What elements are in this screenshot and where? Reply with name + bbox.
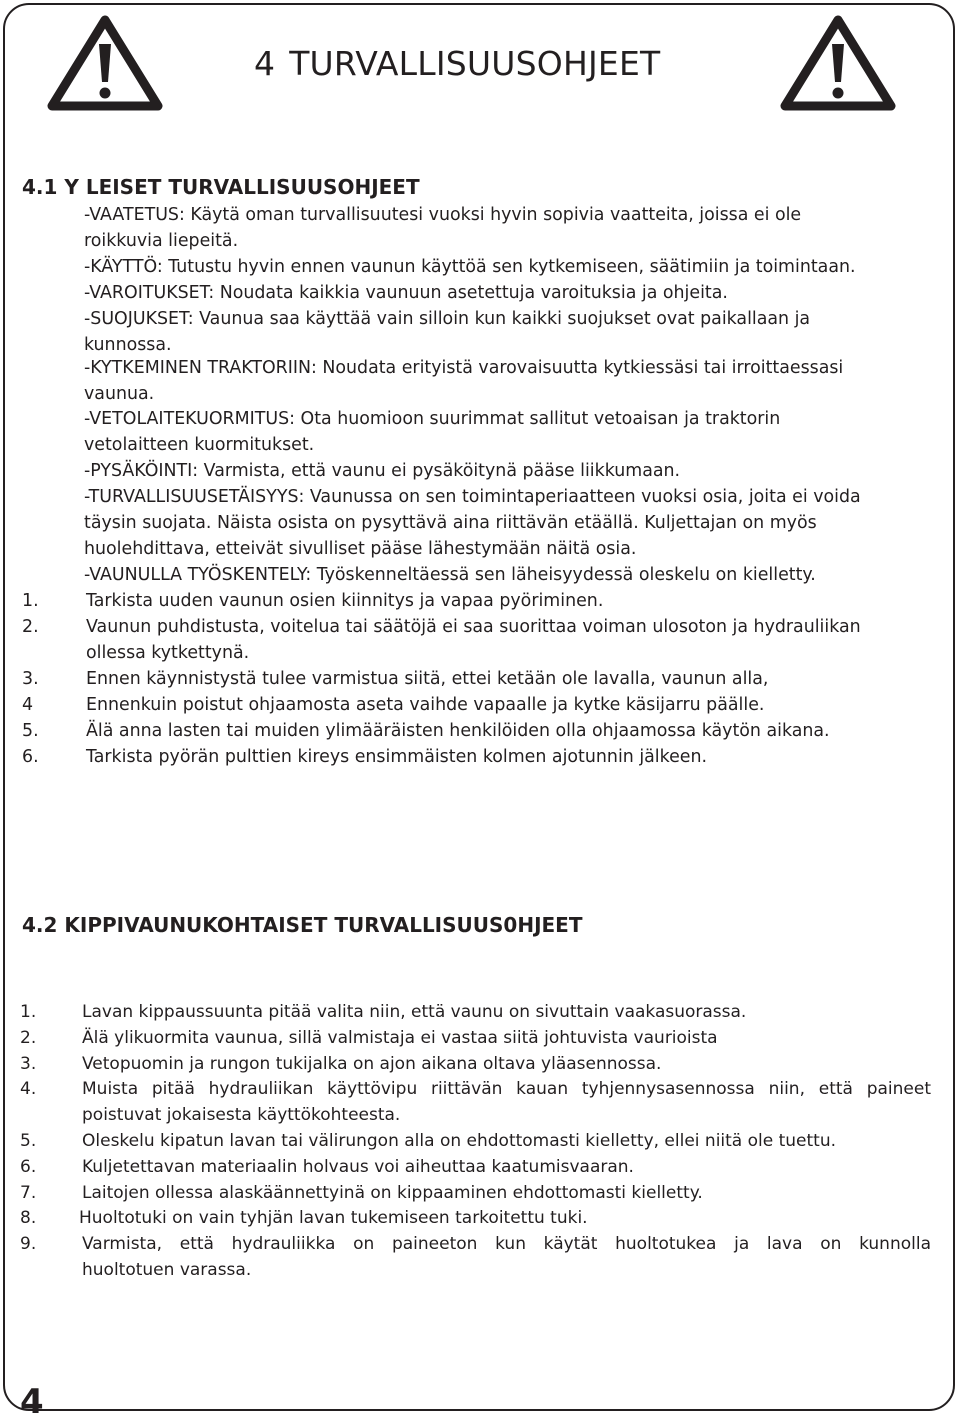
page-title-text: TURVALLISUUSOHJEET [289, 44, 661, 83]
section-1-line: -PYSÄKÖINTI: Varmista, että vaunu ei pysäköitynä pääse liikkumaan. [84, 461, 681, 481]
list-item-number: 2. [22, 617, 39, 637]
list-item-number: 8. [20, 1208, 37, 1229]
section-1-line: -VETOLAITEKUORMITUS: Ota huomioon suurimmat sallitut vetoaisan ja traktorin [84, 409, 781, 429]
section-1-line: vaunua. [84, 384, 155, 404]
list-item-number: 4. [20, 1079, 37, 1100]
warning-triangle-icon [779, 14, 897, 112]
list-item-number: 6. [22, 747, 39, 767]
section-1-line: -TURVALLISUUSETÄISYYS: Vaunussa on sen toimintaperiaatteen vuoksi osia, joita ei voida [84, 487, 861, 507]
section-1-line: -VAROITUKSET: Noudata kaikkia vaunuun asetettuja varoituksia ja ohjeita. [84, 283, 728, 303]
section-1-line: -VAUNULLA TYÖSKENTELY: Työskenneltäessä sen läheisyydessä oleskelu on kielletty. [84, 565, 816, 585]
list-item-text: Tarkista pyörän pulttien kireys ensimmäisten kolmen ajotunnin jälkeen. [86, 747, 708, 767]
list-item-text: Lavan kippaussuunta pitää valita niin, että vaunu on sivuttain vaakasuorassa. [82, 1002, 747, 1022]
list-item-text: Vaunun puhdistusta, voitelua tai säätöjä ei saa suorittaa voiman ulosoton ja hydrauliikan [86, 617, 861, 637]
list-item-text: Varmista, että hydrauliikka on paineeton kun käytät huoltotukea ja lava on kunnolla [82, 1234, 931, 1255]
section-2-heading: 4.2 KIPPIVAUNUKOHTAISET TURVALLISUUS0HJEET [22, 913, 583, 937]
list-item-number: 3. [22, 669, 39, 689]
list-item-text: Huoltotuki on vain tyhjän lavan tukemiseen tarkoitettu tuki. [79, 1208, 588, 1229]
list-item-number: 7. [20, 1182, 37, 1203]
section-1-line: roikkuvia liepeitä. [84, 231, 239, 251]
section-1-line: vetolaitteen kuormitukset. [84, 435, 315, 455]
list-item-number: 9. [20, 1234, 37, 1255]
list-item-text: Vetopuomin ja rungon tukijalka on ajon aikana oltava yläasennossa. [82, 1053, 662, 1074]
list-item-number: 5. [22, 721, 39, 741]
section-1-line: täysin suojata. Näista osista on pysyttävä aina riittävän etäällä. Kuljettajan on myös [84, 513, 817, 533]
list-item-number: 6. [20, 1156, 37, 1177]
list-item-text: Laitojen ollessa alaskäännettyinä on kippaaminen ehdottomasti kielletty. [82, 1182, 703, 1203]
section-1-line: -KYTKEMINEN TRAKTORIIN: Noudata erityistä varovaisuutta kytkiessäsi tai irroittaessasi [84, 358, 844, 378]
list-item-text: Ennen käynnistystä tulee varmistua siitä, ettei ketään ole lavalla, vaunun alla, [86, 669, 769, 689]
list-item-text: Oleskelu kipatun lavan tai välirungon alla on ehdottomasti kielletty, ellei niitä ole tuettu. [82, 1131, 837, 1151]
section-1-line: -VAATETUS: Käytä oman turvallisuutesi vuoksi hyvin sopivia vaatteita, joissa ei ole [84, 205, 802, 225]
section-1-line: kunnossa. [84, 335, 172, 355]
page-title [254, 44, 660, 83]
list-item-text: Ennenkuin poistut ohjaamosta aseta vaihde vapaalle ja kytke käsijarru päälle. [86, 695, 765, 715]
list-item-number: 1. [22, 591, 39, 611]
list-item-text: Kuljetettavan materiaalin holvaus voi aiheuttaa kaatumisvaaran. [82, 1156, 634, 1177]
list-item-number: 3. [20, 1053, 37, 1074]
list-item-text: Muista pitää hydrauliikan käyttövipu riittävän kauan tyhjennysasennossa niin, että paineet [82, 1079, 931, 1100]
list-item-text: ollessa kytkettynä. [86, 643, 250, 663]
list-item-number: 4 [22, 695, 34, 715]
list-item-text: Älä anna lasten tai muiden ylimääräisten henkilöiden olla ohjaamossa käytön aikana. [86, 721, 830, 741]
list-item-number: 5. [20, 1131, 37, 1151]
section-1-line: -KÄYTTÖ: Tutustu hyvin ennen vaunun käyttöä sen kytkemiseen, säätimiin ja toimintaan. [84, 257, 856, 277]
page-number: 4 [20, 1382, 44, 1422]
list-item-number: 2. [20, 1027, 37, 1048]
page-title-number: 4 [254, 44, 276, 83]
warning-triangle-icon [46, 14, 164, 112]
list-item-text: Älä ylikuormita vaunua, sillä valmistaja ei vastaa siitä johtuvista vaurioista [82, 1027, 718, 1048]
list-item-text: Tarkista uuden vaunun osien kiinnitys ja vapaa pyöriminen. [86, 591, 604, 611]
list-item-text: huoltotuen varassa. [82, 1260, 252, 1280]
list-item-number: 1. [20, 1002, 37, 1022]
section-1-line: -SUOJUKSET: Vaunua saa käyttää vain silloin kun kaikki suojukset ovat paikallaan ja [84, 309, 811, 329]
list-item-text: poistuvat jokaisesta käyttökohteesta. [82, 1105, 401, 1126]
section-1-line: huolehdittava, etteivät sivulliset pääse lähestymään näitä osia. [84, 539, 637, 559]
section-1-heading: 4.1 Y LEISET TURVALLISUUSOHJEET [22, 175, 420, 199]
